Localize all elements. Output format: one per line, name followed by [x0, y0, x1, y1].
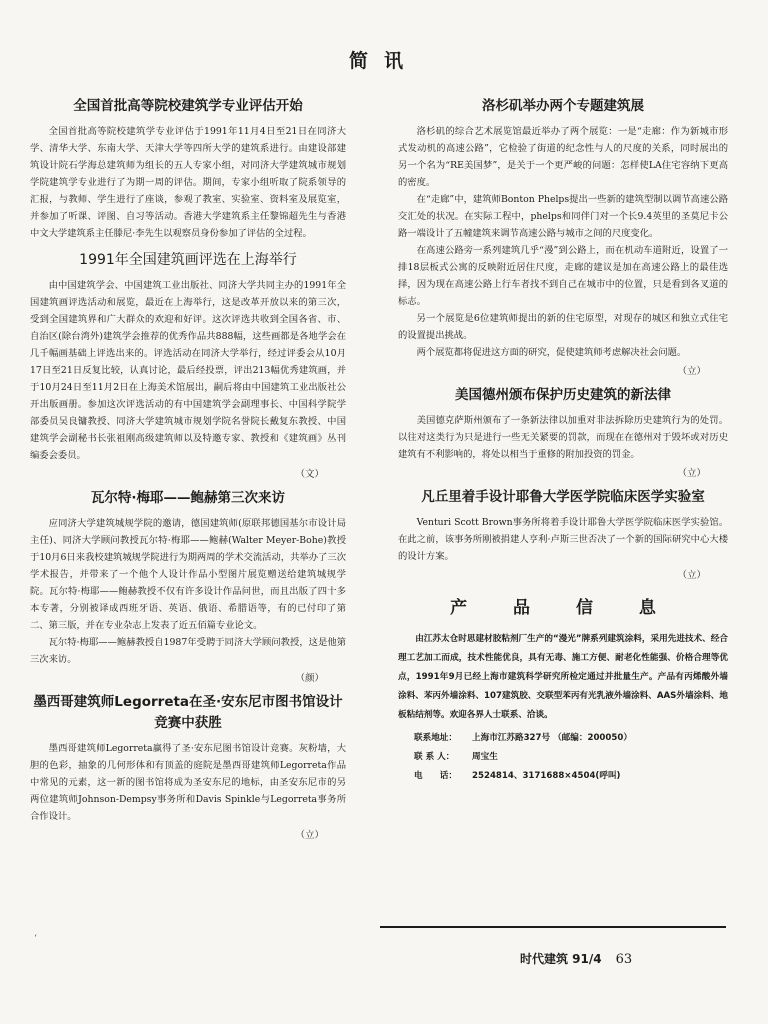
contact-value: 上海市江苏路327号 （邮编：200050） [472, 733, 632, 743]
article-paragraph: 洛杉矶的综合艺术展览馆最近举办了两个展览：一是“走廊：作为新城市形式发动机的高速公路”，它检验了街道的纪念性与人的尺度的关系，同时展出的另一个名为“RE美国梦”，是关于一个更严峻的问题：怎样使LA住宅容纳下更高的密度。 [398, 126, 728, 188]
contact-label: 联 系 人： [414, 752, 455, 762]
article-author: （文） [295, 469, 324, 480]
article-paragraph: 两个展览都将促进这方面的研究，促使建筑师考虑解决社会问题。 [416, 347, 687, 358]
article-paragraph: Venturi Scott Brown事务所将着手设计耶鲁大学医学院临床医学实验馆。在此之前，该事务所刚被捐建人亨利·卢斯三世否决了一个新的国际研究中心大楼的设计方案。 [398, 517, 728, 562]
article-title: 美国德州颁布保护历史建筑的新法律 [455, 387, 671, 403]
article-author: （颜） [295, 673, 324, 684]
article-title: 全国首批高等院校建筑学专业评估开始 [73, 98, 303, 114]
article-architecture-evaluation [30, 96, 346, 242]
article-paragraph: 在“走廊”中，建筑师Bonton Phelps提出一些新的建筑型制以调节高速公路交汇处的状况。在实际工程中，phelps和同伴门对一个长9.4英里的圣莫尼卡公路一端设计了五幢建筑来调节高速公路与城市之间的尺度变化。 [398, 194, 728, 239]
product-description: 由江苏太仓时思建材胶粘剂厂生产的“漫光”牌系列建筑涂料，采用先进技术、经合理工艺加工而成，技术性能优良，具有无毒、施工方便、耐老化性能强、价格合理等优点，1991年9月已经上海市建筑科学研究所检定通过并批量生产。产品有丙烯酸外墙涂料、苯丙外墙涂料、107建筑胶、交联型苯丙有光乳液外墙涂料、AAS外墙涂料、地板粘结剂等。欢迎各界人士联系、洽谈。 [398, 634, 728, 720]
article-title: 凡丘里着手设计耶鲁大学医学院临床医学实验室 [421, 489, 705, 505]
article-author: （立） [677, 366, 706, 377]
product-title: 产 品 信 息 [450, 598, 676, 618]
article-paragraph: 美国德克萨斯州颁布了一条新法律以加重对非法拆除历史建筑行为的处罚。以往对这类行为只是进行一些无关紧要的罚款，而现在在德州对于毁坏或对历史建筑有不利影响的，将处以相当于重修的附加投资的罚金。 [398, 415, 728, 460]
article-author: （立） [677, 468, 706, 479]
page-footer [520, 950, 632, 967]
binding-mark: ʻ [34, 934, 37, 944]
article-title: 墨西哥建筑师Legorreta在圣·安东尼市图书馆设计竞赛中获胜 [33, 694, 343, 731]
contact-person [398, 748, 728, 767]
contact-block [398, 729, 728, 786]
article-title: 洛杉矶举办两个专题建筑展 [482, 98, 644, 114]
article-title: 1991年全国建筑画评选在上海举行 [79, 252, 297, 268]
article-venturi-yale [398, 487, 728, 581]
contact-value: 周宝生 [472, 752, 498, 762]
journal-name: 时代建筑 91/4 [520, 952, 602, 966]
article-author: （立） [677, 570, 706, 581]
contact-label: 电 话： [414, 771, 457, 781]
article-author: （立） [295, 830, 324, 841]
section-header: 简讯 [348, 50, 419, 72]
article-paragraph: 在高速公路旁一系列建筑几乎“漫”到公路上，而在机动车道附近，设置了一排18层板式公寓的反映附近居住尺度，走廊的建议是加在高速公路上的最佳选择，因为现在高速公路上行车者找不到自己在城市中的位置，只是看到各叉道的标志。 [398, 245, 728, 307]
article-meyer-bohe-visit [30, 488, 346, 684]
article-paragraph: 另一个展览是6位建筑师提出的新的住宅原型，对现存的城区和独立式住宅的设置提出挑战。 [398, 313, 728, 341]
article-paragraph: 由中国建筑学会、中国建筑工业出版社、同济大学共同主办的1991年全国建筑画评选活动和展览，最近在上海举行，这是改革开放以来的第三次，受到全国建筑界和广大群众的欢迎和好评。这次评选共收到全国各省、市、自治区(除台湾外)建筑学会推荐的优秀作品共888幅，这些画都是各地学会在几千幅画基础上评选出来的。评选活动在同济大学举行，经过评委会从10月17日至21日反复比较，认真讨论，最后经投票，评出213幅优秀建筑画，并于10月24日至11月2日在上海美术馆展出，嗣后将由中国建筑工业出版社公开出版画册。参加这次评选活动的有中国建筑学会副理事长、中国科学院学部委员吴良镛教授、同济大学建筑城市规划学院名誉院长戴复东教授、中国建筑学会副秘书长张祖刚高级建筑师以及特邀专家、教授和《建筑画》丛刊编委会委员。 [30, 280, 346, 461]
article-texas-law [398, 385, 728, 479]
page-number: 63 [615, 952, 633, 967]
contact-label: 联系地址： [414, 733, 457, 743]
article-paragraph: 墨西哥建筑师Legorreta赢得了圣·安东尼图书馆设计竞赛。灰粉墙，大胆的色彩，抽象的几何形体和有顶盖的庭院是墨西哥建筑师Legorreta作品中常见的元素，这一新的图书馆将成为圣安东尼的地标，由圣安东尼市的另两位建筑师Johnson-Dempsy事务所和Davis Spinkle与Legorreta事务所合作设计。 [30, 743, 346, 822]
footer-rule [380, 926, 726, 928]
article-paragraph: 全国首批高等院校建筑学专业评估于1991年11月4日至21日在同济大学、清华大学、东南大学、天津大学等四所大学的建筑系进行。由建设部建筑设计院石学海总建筑师为组长的五人专家小组，对同济大学建筑城市规划学院建筑学专业进行了为期一周的评估。期间，专家小组听取了院系领导的汇报，与教师、学生进行了座谈，参观了教室、实验室、资料室及展览室，并参加了听课、评图、自习等活动。香港大学建筑系主任黎锦超先生与香港中文大学建筑系主任滕尼·李先生以观察员身份参加了评估的全过程。 [30, 126, 346, 239]
article-la-exhibitions [398, 96, 728, 377]
left-column [30, 96, 346, 849]
contact-phone [398, 767, 728, 786]
article-legorreta-library [30, 692, 346, 841]
product-info-section [398, 593, 728, 786]
right-column [398, 96, 728, 786]
article-paragraph: 应同济大学建筑城规学院的邀请，德国建筑师(原联邦德国基尔市设计局主任)、同济大学顾问教授瓦尔特·梅耶——鲍赫(Walter Meyer-Bohe)教授于10月6日来我校建筑城规学院进行为期两周的学术交流活动，共举办了三次学术报告，并带来了一个他个人设计作品小型图片展览赠送给建筑城规学院。瓦尔特·梅耶——鲍赫教授不仅有许多设计作品问世，而且出版了四十多本专著，分别被译成西班牙语、英语、俄语、希腊语等，有的已付印了第二、第三版，并在专业杂志上发表了近五佰篇专业论文。 [30, 518, 346, 631]
contact-address [398, 729, 728, 748]
contact-value: 2524814、3171688×4504(呼叫) [472, 771, 621, 781]
article-title: 瓦尔特·梅耶——鲍赫第三次来访 [90, 490, 286, 506]
article-paragraph: 瓦尔特·梅耶——鲍赫教授自1987年受聘于同济大学顾问教授，这是他第三次来访。 [30, 637, 346, 665]
article-drawing-competition [30, 250, 346, 480]
